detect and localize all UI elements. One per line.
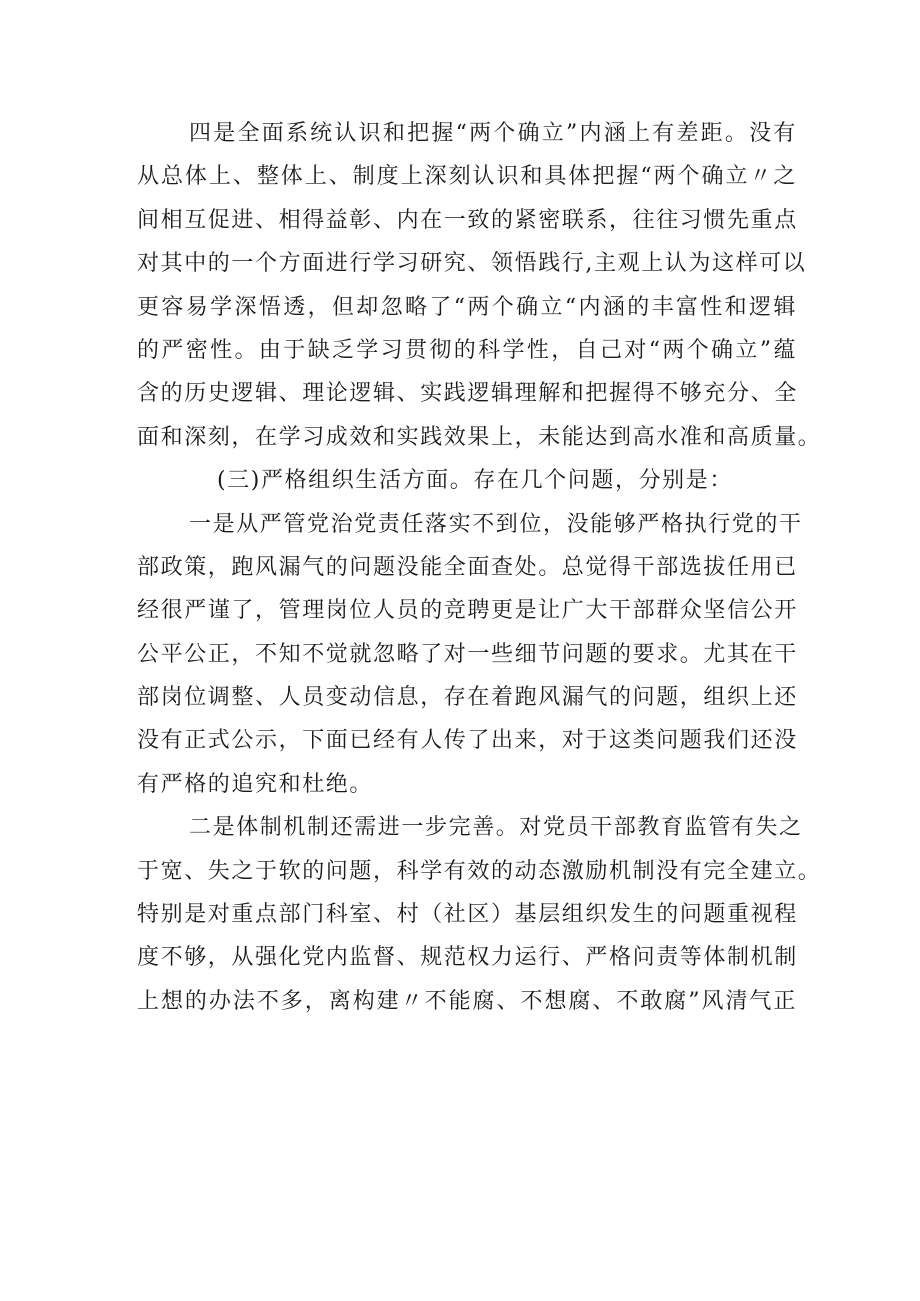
section-heading-text: (三)严格组织生活方面。存在几个问题，分别是： xyxy=(217,468,733,494)
document-body xyxy=(137,112,822,1023)
text-line: 没有正式公示，下面已经有人传了出来，对于这类问题我们还没 xyxy=(137,728,798,754)
text-line: 更容易学深悟透，但却忽略了“两个确立“内涵的丰富性和逻辑 xyxy=(137,294,797,320)
text-line: 面和深刻，在学习成效和实践效果上，未能达到高水准和高质量。 xyxy=(137,424,822,450)
text-line: 对其中的一个方面进行学习研究、领悟践行,主观上认为这样可以 xyxy=(137,251,807,277)
section-heading-three xyxy=(137,459,797,502)
text-line: 含的历史逻辑、理论逻辑、实践逻辑理解和把握得不够充分、全 xyxy=(137,381,798,407)
text-line: 特别是对重点部门科室、村（社区）基层组织发生的问题重视程 xyxy=(137,902,798,928)
text-line: 于宽、失之于软的问题，科学有效的动态激励机制没有完全建立。 xyxy=(137,858,822,884)
text-line: 经很严谨了，管理岗位人员的竞聘更是让广大干部群众坚信公开 xyxy=(137,598,798,624)
text-line: 的严密性。由于缺乏学习贯彻的科学性，自己对“两个确立”蕴 xyxy=(137,337,797,363)
text-line: 四是全面系统认识和把握“两个确立”内涵上有差距。没有 xyxy=(189,121,797,146)
paragraph-four-two-establishments xyxy=(137,112,822,459)
paragraph-one-party-governance xyxy=(137,503,803,807)
text-line: 部岗位调整、人员变动信息，存在着跑风漏气的问题，组织上还 xyxy=(137,685,798,711)
text-line: 从总体上、整体上、制度上深刻认识和具体把握“两个确立〃之 xyxy=(137,164,797,190)
text-line: 间相互促进、相得益彰、内在一致的紧密联系，往往习惯先重点 xyxy=(137,207,798,233)
paragraph-two-institutional-mechanisms xyxy=(137,806,822,1023)
text-line: 公平公正，不知不觉就忽略了对一些细节问题的要求。尤其在干 xyxy=(137,641,798,667)
text-line: 上想的办法不多，离构建〃不能腐、不想腐、不敢腐”风清气正 xyxy=(137,988,797,1014)
text-line: 一是从严管党治党责任落实不到位，没能够严格执行党的干 xyxy=(189,511,803,537)
text-line: 部政策，跑风漏气的问题没能全面查处。总觉得干部选拔任用已 xyxy=(137,554,798,580)
text-line: 度不够，从强化党内监督、规范权力运行、严格问责等体制机制 xyxy=(137,945,798,971)
text-line: 二是体制机制还需进一步完善。对党员干部教育监管有失之 xyxy=(189,815,803,841)
text-line: 有严格的追究和杜绝。 xyxy=(137,771,374,797)
